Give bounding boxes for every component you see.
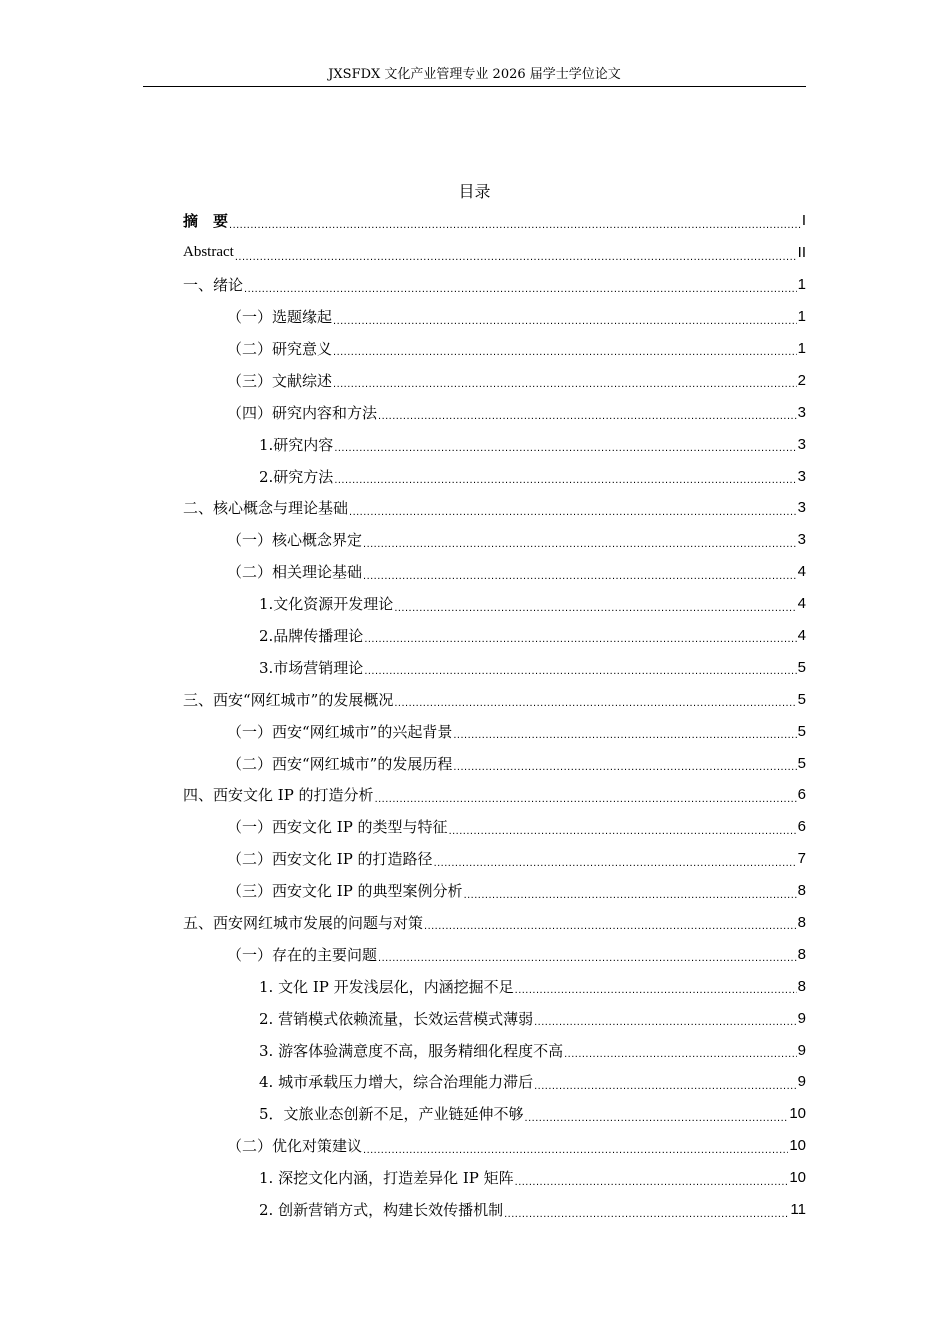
toc-entry-page: 8 <box>797 945 806 963</box>
toc-entry-subsection[interactable] <box>183 1002 806 1034</box>
toc-entry-section[interactable] <box>183 524 806 556</box>
toc-entry-chapter-1[interactable] <box>183 269 806 301</box>
toc-entry-label: 三、西安“网红城市”的发展概况 <box>183 690 394 709</box>
toc-entry-label: 1. 深挖文化内涵，打造差异化 IP 矩阵 <box>259 1169 514 1188</box>
toc-leader-dots <box>434 858 797 875</box>
header-rule <box>143 86 806 87</box>
toc-entry-label: 3. 游客体验满意度不高，服务精细化程度不高 <box>259 1041 564 1060</box>
toc-leader-dots <box>449 826 797 843</box>
toc-entry-page: 8 <box>797 977 806 995</box>
toc-entry-chapter-3[interactable] <box>183 683 806 715</box>
toc-entry-page: I <box>801 212 806 230</box>
toc-entry-subsection[interactable] <box>183 651 806 683</box>
toc-leader-dots <box>349 507 797 524</box>
toc-leader-dots <box>235 252 797 269</box>
toc-leader-dots <box>464 890 797 907</box>
toc-leader-dots <box>364 634 796 651</box>
toc-leader-dots <box>375 794 797 811</box>
toc-entry-page: 3 <box>797 403 806 421</box>
toc-entry-section[interactable] <box>183 811 806 843</box>
toc-entry-label: （一）选题缘起 <box>227 308 333 327</box>
toc-leader-dots <box>244 284 797 301</box>
toc-leader-dots <box>363 539 797 556</box>
toc-entry-abstract-cn[interactable] <box>183 205 806 237</box>
toc-entry-label: 5．文旅业态创新不足，产业链延伸不够 <box>259 1105 524 1124</box>
toc-entry-page: 3 <box>797 499 806 517</box>
toc-entry-page: 5 <box>797 690 806 708</box>
toc-entry-page: 10 <box>789 1137 806 1155</box>
toc-entry-page: 9 <box>797 1009 806 1027</box>
toc-entry-label: （二）相关理论基础 <box>227 563 363 582</box>
toc-title: 目录 <box>458 182 491 201</box>
toc-entry-section[interactable] <box>183 715 806 747</box>
toc-entry-subsection[interactable] <box>183 1162 806 1194</box>
toc-entry-label: （三）西安文化 IP 的典型案例分析 <box>227 882 463 901</box>
toc-entry-subsection[interactable] <box>183 1066 806 1098</box>
toc-entry-label: 二、核心概念与理论基础 <box>183 499 349 518</box>
toc-entry-page: 4 <box>797 595 806 613</box>
toc-leader-dots <box>363 1145 788 1162</box>
toc-entry-subsection[interactable] <box>183 1194 806 1226</box>
toc-entry-section[interactable] <box>183 396 806 428</box>
toc-leader-dots <box>229 220 801 237</box>
toc-leader-dots <box>333 379 797 396</box>
toc-entry-abstract-en[interactable] <box>183 237 806 269</box>
toc-entry-page: 1 <box>797 276 806 294</box>
toc-entry-page: 4 <box>797 563 806 581</box>
toc-leader-dots <box>424 921 797 938</box>
toc-entry-section[interactable] <box>183 843 806 875</box>
toc-entry-section[interactable] <box>183 556 806 588</box>
toc-entry-label: 摘 要 <box>183 212 229 231</box>
toc-entry-chapter-4[interactable] <box>183 779 806 811</box>
toc-entry-label: 2.品牌传播理论 <box>259 627 364 646</box>
toc-entry-chapter-2[interactable] <box>183 492 806 524</box>
toc-entry-label: 1.研究内容 <box>259 435 334 454</box>
toc-entry-subsection[interactable] <box>183 970 806 1002</box>
toc-leader-dots <box>534 1017 797 1034</box>
toc-entry-page: 6 <box>797 818 806 836</box>
toc-leader-dots <box>515 1177 789 1194</box>
toc-entry-label: （一）核心概念界定 <box>227 531 363 550</box>
toc-entry-page: 4 <box>797 627 806 645</box>
toc-entry-subsection[interactable] <box>183 1034 806 1066</box>
toc-leader-dots <box>334 443 796 460</box>
toc-leader-dots <box>334 475 796 492</box>
toc-entry-page: 1 <box>797 340 806 357</box>
toc-leader-dots <box>333 316 797 333</box>
toc-entry-label: 1.文化资源开发理论 <box>259 595 394 614</box>
toc-entry-subsection[interactable] <box>183 588 806 620</box>
toc-leader-dots <box>515 985 797 1002</box>
toc-leader-dots <box>333 347 797 364</box>
toc-leader-dots <box>525 1113 789 1130</box>
toc-entry-subsection[interactable] <box>183 460 806 492</box>
toc-leader-dots <box>564 1049 797 1066</box>
toc-entry-section[interactable] <box>183 875 806 907</box>
toc-entry-page: 3 <box>797 435 806 453</box>
toc-entry-page: 3 <box>797 531 806 549</box>
toc-leader-dots <box>363 571 797 588</box>
toc-entry-label: （二）西安“网红城市”的发展历程 <box>227 754 453 773</box>
toc-entry-page: 5 <box>797 658 806 676</box>
toc-leader-dots <box>394 603 796 620</box>
toc-entry-label: 4. 城市承载压力增大，综合治理能力滞后 <box>259 1073 534 1092</box>
toc-entry-label: （一）存在的主要问题 <box>227 945 378 964</box>
toc-entry-label: 一、绪论 <box>183 276 244 295</box>
toc-entry-label: （一）西安“网红城市”的兴起背景 <box>227 722 453 741</box>
toc-entry-label: 2.研究方法 <box>259 467 334 486</box>
toc-entry-section[interactable] <box>183 364 806 396</box>
toc-entry-label: 五、西安网红城市发展的问题与对策 <box>183 914 424 933</box>
toc-entry-label: （二）西安文化 IP 的打造路径 <box>227 850 433 869</box>
page-header: JXSFDX 文化产业管理专业 2026 届学士学位论文 <box>328 67 621 82</box>
toc-entry-page: 11 <box>790 1201 806 1219</box>
toc-entry-page: 3 <box>797 467 806 485</box>
toc-entry-page: 10 <box>789 1169 806 1187</box>
toc-entry-chapter-5[interactable] <box>183 907 806 939</box>
toc-entry-page: 10 <box>789 1105 806 1123</box>
toc-entry-section[interactable] <box>183 938 806 970</box>
toc-entry-label: 2. 营销模式依赖流量，长效运营模式薄弱 <box>259 1009 534 1028</box>
toc-entry-page: 1 <box>797 308 806 326</box>
table-of-contents <box>183 205 806 1226</box>
toc-leader-dots <box>504 1209 789 1226</box>
toc-entry-page: II <box>797 244 806 262</box>
toc-entry-label: Abstract <box>183 244 234 261</box>
toc-entry-label: （一）西安文化 IP 的类型与特征 <box>227 818 448 837</box>
toc-leader-dots <box>534 1081 797 1098</box>
toc-entry-label: 3.市场营销理论 <box>259 658 364 677</box>
toc-entry-label: （二）优化对策建议 <box>227 1137 363 1156</box>
toc-entry-section[interactable] <box>183 333 806 365</box>
toc-entry-label: （二）研究意义 <box>227 340 333 358</box>
toc-entry-page: 9 <box>797 1041 806 1059</box>
toc-leader-dots <box>453 762 796 779</box>
toc-entry-page: 5 <box>797 754 806 772</box>
toc-entry-page: 8 <box>797 914 806 932</box>
toc-entry-page: 5 <box>797 722 806 740</box>
toc-entry-page: 2 <box>797 371 806 389</box>
toc-entry-subsection[interactable] <box>183 1098 806 1130</box>
toc-leader-dots <box>364 666 796 683</box>
toc-entry-page: 6 <box>797 786 806 804</box>
toc-entry-page: 7 <box>797 850 806 868</box>
toc-entry-label: 四、西安文化 IP 的打造分析 <box>183 786 374 805</box>
toc-entry-section[interactable] <box>183 301 806 333</box>
toc-leader-dots <box>378 953 797 970</box>
toc-entry-label: （三）文献综述 <box>227 371 333 390</box>
toc-entry-label: （四）研究内容和方法 <box>227 403 378 422</box>
toc-leader-dots <box>453 730 796 747</box>
toc-entry-section[interactable] <box>183 1130 806 1162</box>
toc-entry-label: 1. 文化 IP 开发浅层化，内涵挖掘不足 <box>259 977 514 996</box>
toc-entry-subsection[interactable] <box>183 428 806 460</box>
toc-entry-page: 9 <box>797 1073 806 1091</box>
toc-leader-dots <box>394 698 796 715</box>
toc-entry-section[interactable] <box>183 747 806 779</box>
toc-entry-label: 2. 创新营销方式，构建长效传播机制 <box>259 1201 504 1220</box>
toc-entry-page: 8 <box>797 882 806 900</box>
toc-leader-dots <box>378 411 797 428</box>
toc-entry-subsection[interactable] <box>183 620 806 652</box>
